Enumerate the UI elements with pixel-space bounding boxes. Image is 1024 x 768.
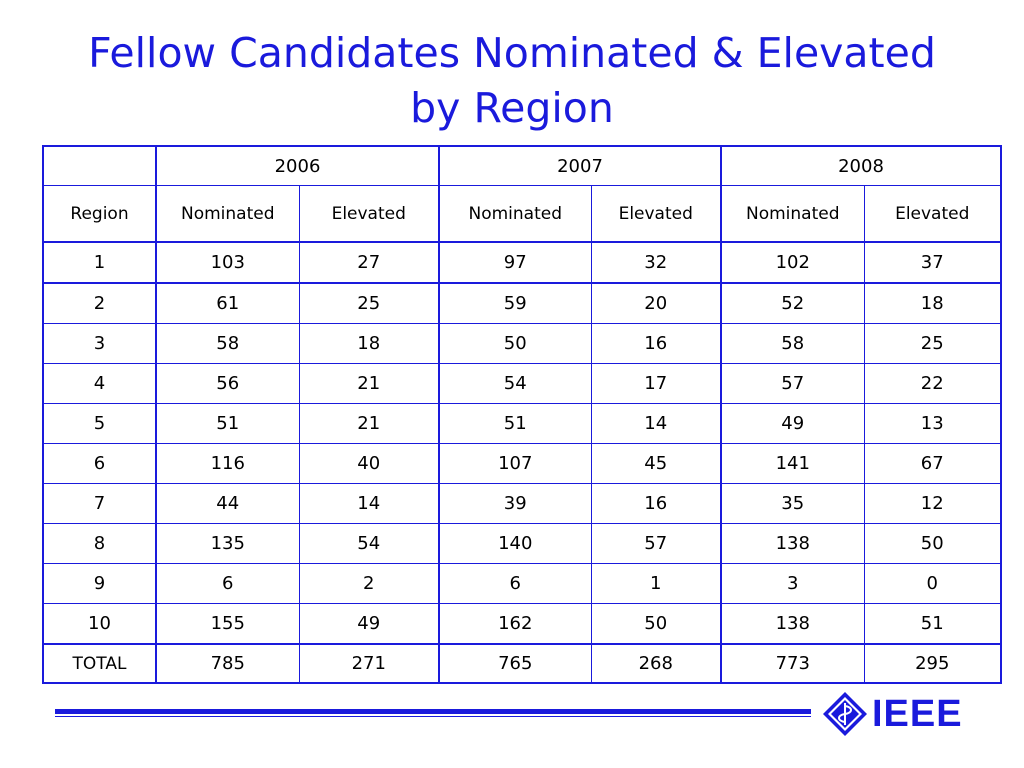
nominated-cell-2006: 155 xyxy=(156,604,299,645)
elevated-cell-2008: 25 xyxy=(864,324,1001,364)
nominated-cell-2006: 51 xyxy=(156,404,299,444)
nominated-cell-2007: 54 xyxy=(439,364,591,404)
fellow-candidates-table xyxy=(42,145,1002,684)
elevated-cell-2008: 50 xyxy=(864,524,1001,564)
nominated-cell-2008: 35 xyxy=(721,484,864,524)
elevated-cell-2007: 45 xyxy=(591,444,721,484)
total-label: TOTAL xyxy=(43,644,156,683)
nominated-header-2007: Nominated xyxy=(439,186,591,243)
elevated-cell-2008: 13 xyxy=(864,404,1001,444)
elevated-cell-2007: 16 xyxy=(591,484,721,524)
total-elevated-2006: 271 xyxy=(299,644,439,683)
region-cell: 1 xyxy=(43,242,156,283)
region-cell: 5 xyxy=(43,404,156,444)
elevated-cell-2008: 12 xyxy=(864,484,1001,524)
region-header: Region xyxy=(43,186,156,243)
nominated-cell-2008: 138 xyxy=(721,524,864,564)
elevated-header-2007: Elevated xyxy=(591,186,721,243)
table-row xyxy=(43,604,1001,645)
nominated-cell-2008: 102 xyxy=(721,242,864,283)
elevated-cell-2007: 20 xyxy=(591,283,721,324)
region-cell: 6 xyxy=(43,444,156,484)
elevated-cell-2008: 37 xyxy=(864,242,1001,283)
nominated-cell-2007: 140 xyxy=(439,524,591,564)
elevated-cell-2007: 14 xyxy=(591,404,721,444)
nominated-cell-2007: 51 xyxy=(439,404,591,444)
nominated-cell-2007: 97 xyxy=(439,242,591,283)
elevated-cell-2006: 54 xyxy=(299,524,439,564)
nominated-cell-2006: 116 xyxy=(156,444,299,484)
footer-divider xyxy=(55,709,811,714)
footer-divider-thin xyxy=(55,716,811,717)
nominated-cell-2006: 135 xyxy=(156,524,299,564)
year-header-2008: 2008 xyxy=(721,146,1001,186)
slide-title xyxy=(0,26,1024,136)
empty-corner-cell xyxy=(43,146,156,186)
nominated-header-2008: Nominated xyxy=(721,186,864,243)
table-row xyxy=(43,404,1001,444)
nominated-cell-2006: 44 xyxy=(156,484,299,524)
year-header-2007: 2007 xyxy=(439,146,721,186)
total-elevated-2008: 295 xyxy=(864,644,1001,683)
elevated-cell-2006: 40 xyxy=(299,444,439,484)
nominated-cell-2007: 50 xyxy=(439,324,591,364)
table-row xyxy=(43,484,1001,524)
nominated-cell-2008: 52 xyxy=(721,283,864,324)
elevated-header-2006: Elevated xyxy=(299,186,439,243)
total-elevated-2007: 268 xyxy=(591,644,721,683)
table-row xyxy=(43,324,1001,364)
slide-title-line-2: by Region xyxy=(410,84,614,132)
region-cell: 10 xyxy=(43,604,156,645)
elevated-cell-2008: 51 xyxy=(864,604,1001,645)
nominated-cell-2006: 61 xyxy=(156,283,299,324)
nominated-cell-2007: 59 xyxy=(439,283,591,324)
elevated-cell-2006: 21 xyxy=(299,364,439,404)
elevated-cell-2008: 22 xyxy=(864,364,1001,404)
region-cell: 8 xyxy=(43,524,156,564)
nominated-cell-2007: 6 xyxy=(439,564,591,604)
ieee-logo-text: IEEE xyxy=(872,693,963,735)
table-row xyxy=(43,444,1001,484)
region-cell: 4 xyxy=(43,364,156,404)
column-header-row xyxy=(43,186,1001,243)
elevated-cell-2006: 2 xyxy=(299,564,439,604)
elevated-cell-2006: 49 xyxy=(299,604,439,645)
elevated-cell-2008: 18 xyxy=(864,283,1001,324)
region-cell: 9 xyxy=(43,564,156,604)
region-cell: 3 xyxy=(43,324,156,364)
table-row xyxy=(43,524,1001,564)
nominated-cell-2008: 57 xyxy=(721,364,864,404)
ieee-logo xyxy=(822,690,963,738)
table-row xyxy=(43,242,1001,283)
year-header-2006: 2006 xyxy=(156,146,439,186)
nominated-cell-2006: 103 xyxy=(156,242,299,283)
elevated-cell-2006: 14 xyxy=(299,484,439,524)
nominated-cell-2006: 56 xyxy=(156,364,299,404)
elevated-cell-2007: 57 xyxy=(591,524,721,564)
total-nominated-2007: 765 xyxy=(439,644,591,683)
elevated-cell-2006: 21 xyxy=(299,404,439,444)
nominated-cell-2008: 3 xyxy=(721,564,864,604)
nominated-cell-2007: 162 xyxy=(439,604,591,645)
elevated-cell-2008: 67 xyxy=(864,444,1001,484)
table-row xyxy=(43,564,1001,604)
ieee-diamond-icon xyxy=(822,691,868,737)
total-row xyxy=(43,644,1001,683)
elevated-cell-2006: 18 xyxy=(299,324,439,364)
total-nominated-2006: 785 xyxy=(156,644,299,683)
table-row xyxy=(43,283,1001,324)
nominated-cell-2006: 58 xyxy=(156,324,299,364)
elevated-cell-2007: 16 xyxy=(591,324,721,364)
year-header-row xyxy=(43,146,1001,186)
nominated-cell-2007: 107 xyxy=(439,444,591,484)
elevated-header-2008: Elevated xyxy=(864,186,1001,243)
elevated-cell-2007: 1 xyxy=(591,564,721,604)
elevated-cell-2007: 50 xyxy=(591,604,721,645)
region-cell: 2 xyxy=(43,283,156,324)
nominated-cell-2008: 141 xyxy=(721,444,864,484)
nominated-cell-2006: 6 xyxy=(156,564,299,604)
elevated-cell-2006: 25 xyxy=(299,283,439,324)
elevated-cell-2008: 0 xyxy=(864,564,1001,604)
elevated-cell-2007: 17 xyxy=(591,364,721,404)
nominated-cell-2008: 138 xyxy=(721,604,864,645)
elevated-cell-2007: 32 xyxy=(591,242,721,283)
region-cell: 7 xyxy=(43,484,156,524)
slide-title-line-1: Fellow Candidates Nominated & Elevated xyxy=(88,29,936,77)
nominated-cell-2008: 49 xyxy=(721,404,864,444)
nominated-header-2006: Nominated xyxy=(156,186,299,243)
table-body xyxy=(43,242,1001,683)
nominated-cell-2008: 58 xyxy=(721,324,864,364)
elevated-cell-2006: 27 xyxy=(299,242,439,283)
total-nominated-2008: 773 xyxy=(721,644,864,683)
table-row xyxy=(43,364,1001,404)
nominated-cell-2007: 39 xyxy=(439,484,591,524)
